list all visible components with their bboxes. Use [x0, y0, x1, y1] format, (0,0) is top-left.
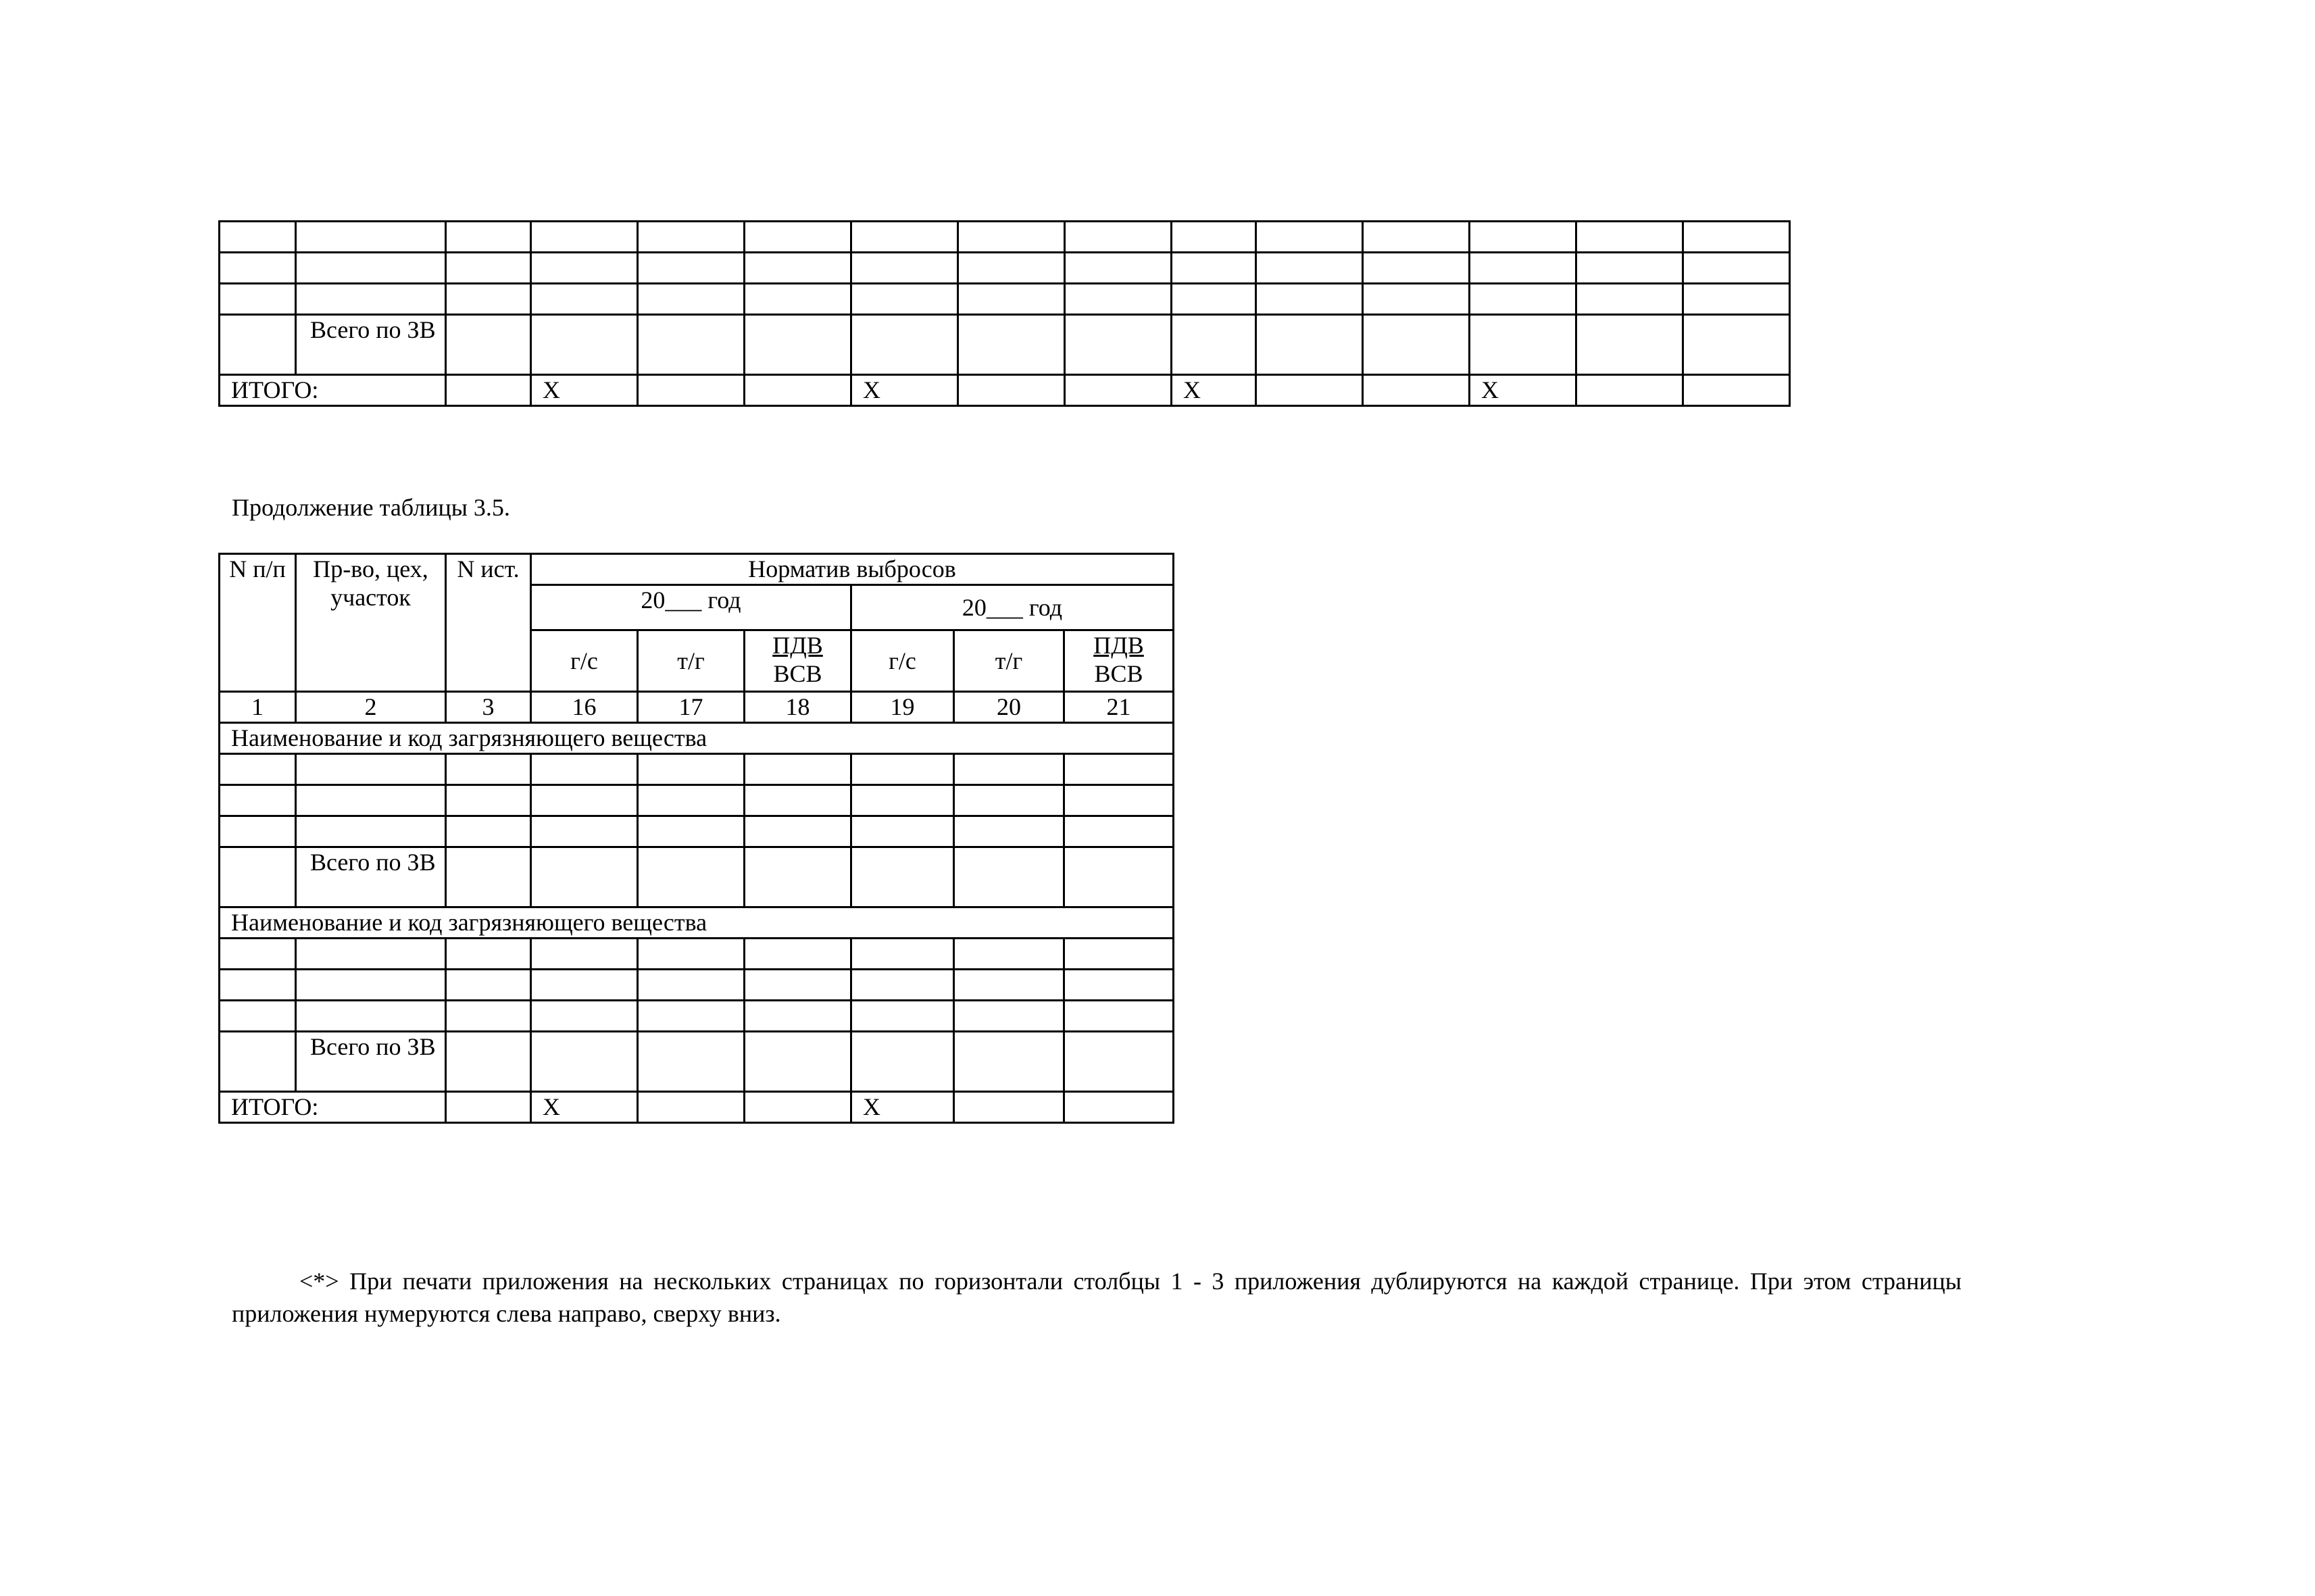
table-row [220, 970, 1174, 1001]
table-row [220, 816, 1174, 847]
header-pdv-vsv [745, 630, 851, 692]
header-pdv-vsv [1064, 630, 1174, 692]
table-row [220, 754, 1174, 785]
total-label: Всего по ЗВ [296, 315, 446, 375]
header-tg: т/г [954, 630, 1064, 692]
section-row [220, 907, 1174, 939]
header-tg: т/г [638, 630, 745, 692]
x-mark: X [1172, 375, 1256, 406]
x-mark: X [851, 375, 958, 406]
total-row [220, 847, 1174, 907]
column-number: 3 [446, 692, 531, 723]
header-year-b: 20___ год [851, 585, 1174, 630]
column-number: 2 [296, 692, 446, 723]
header-year-a: 20___ год [531, 585, 851, 630]
column-number: 19 [851, 692, 954, 723]
column-number: 21 [1064, 692, 1174, 723]
table-row [220, 284, 1790, 315]
column-number: 1 [220, 692, 296, 723]
header-norm: Норматив выбросов [531, 554, 1174, 585]
footnote [232, 1265, 1962, 1330]
total-label: Всего по ЗВ [296, 847, 446, 907]
header-gs: г/с [851, 630, 954, 692]
table-caption: Продолжение таблицы 3.5. [232, 494, 510, 521]
column-number: 20 [954, 692, 1064, 723]
section-label: Наименование и код загрязняющего вещества [220, 907, 1174, 939]
header-row [220, 554, 1174, 585]
itogo-row [220, 1092, 1174, 1123]
header-pdv: ПДВ [1093, 632, 1144, 659]
itogo-label: ИТОГО: [220, 375, 446, 406]
section-row [220, 723, 1174, 754]
x-mark: X [531, 375, 638, 406]
top-table [218, 220, 1791, 407]
header-vsv: ВСВ [773, 660, 822, 687]
header-n-pp: N п/п [220, 554, 296, 692]
header-gs: г/с [531, 630, 638, 692]
x-mark: X [531, 1092, 638, 1123]
table-row [220, 785, 1174, 816]
header-n-source: N ист. [446, 554, 531, 692]
table-row [220, 222, 1790, 253]
section-label: Наименование и код загрязняющего вещества [220, 723, 1174, 754]
column-number-row [220, 692, 1174, 723]
x-mark: X [851, 1092, 954, 1123]
column-number: 17 [638, 692, 745, 723]
column-number: 18 [745, 692, 851, 723]
emission-norms-table [218, 553, 1174, 1124]
table-row [220, 939, 1174, 970]
header-vsv: ВСВ [1094, 660, 1143, 687]
column-number: 16 [531, 692, 638, 723]
table-row [220, 1001, 1174, 1032]
total-row [220, 315, 1790, 375]
itogo-row [220, 375, 1790, 406]
itogo-label: ИТОГО: [220, 1092, 446, 1123]
footnote-text: <*> При печати приложения на нескольких страницах по горизонтали столбцы 1 - 3 приложения дублируются на каждой странице. При этом страницы приложения нумеруются слева направо, сверху вниз. [232, 1268, 1962, 1327]
x-mark: X [1470, 375, 1576, 406]
header-production: Пр-во, цех, участок [296, 554, 446, 692]
header-pdv: ПДВ [772, 632, 823, 659]
total-label: Всего по ЗВ [296, 1032, 446, 1092]
total-row [220, 1032, 1174, 1092]
table-row [220, 253, 1790, 284]
